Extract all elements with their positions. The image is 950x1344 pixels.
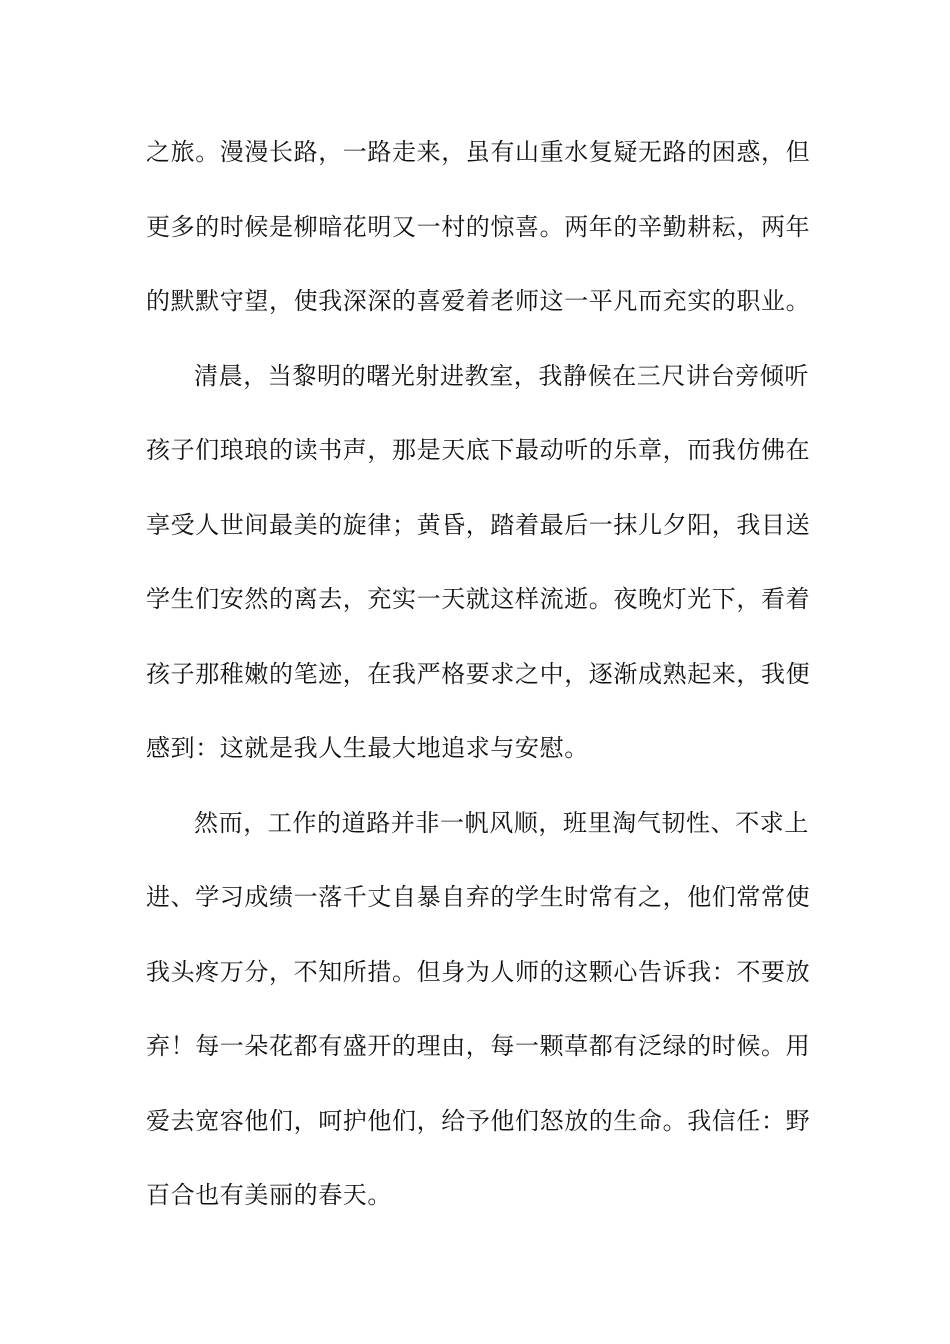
- text-line: 进、学习成绩一落千丈自暴自弃的学生时常有之，他们常常使: [146, 883, 811, 911]
- text-line-indented: 清晨，当黎明的曙光射进教室，我静候在三尺讲台旁倾听: [194, 361, 809, 390]
- text-line: 感到：这就是我人生最大地追求与安慰。: [146, 734, 589, 762]
- text-line: 的默默守望，使我深深的喜爱着老师这一平凡而充实的职业。: [146, 287, 811, 315]
- text-line: 孩子那稚嫩的笔迹，在我严格要求之中，逐渐成熟起来，我便: [146, 659, 811, 688]
- text-line: 我头疼万分，不知所措。但身为人师的这颗心告诉我：不要放: [146, 957, 811, 986]
- paragraph-1: [146, 130, 816, 354]
- text-line: 孩子们琅琅的读书声，那是天底下最动听的乐章，而我仿佛在: [146, 436, 811, 464]
- text-line-indented: 然而，工作的道路并非一帆风顺，班里淘气韧性、不求上: [194, 808, 809, 837]
- document-body: [146, 130, 816, 1248]
- text-line: 享受人世间最美的旋律；黄昏，踏着最后一抹儿夕阳，我目送: [146, 510, 811, 539]
- text-line: 百合也有美丽的春天。: [146, 1181, 392, 1209]
- text-line: 弃！每一朵花都有盛开的理由，每一颗草都有泛绿的时候。用: [146, 1032, 811, 1060]
- text-line: 爱去宽容他们，呵护他们，给予他们怒放的生命。我信任：野: [146, 1106, 811, 1135]
- text-line: 之旅。漫漫长路，一路走来，虽有山重水复疑无路的困惑，但: [146, 138, 811, 166]
- text-line: 学生们安然的离去，充实一天就这样流逝。夜晚灯光下，看着: [146, 585, 811, 613]
- paragraph-3: [146, 801, 816, 1248]
- paragraph-2: [146, 354, 816, 801]
- text-line: 更多的时候是柳暗花明又一村的惊喜。两年的辛勤耕耘，两年: [146, 212, 811, 241]
